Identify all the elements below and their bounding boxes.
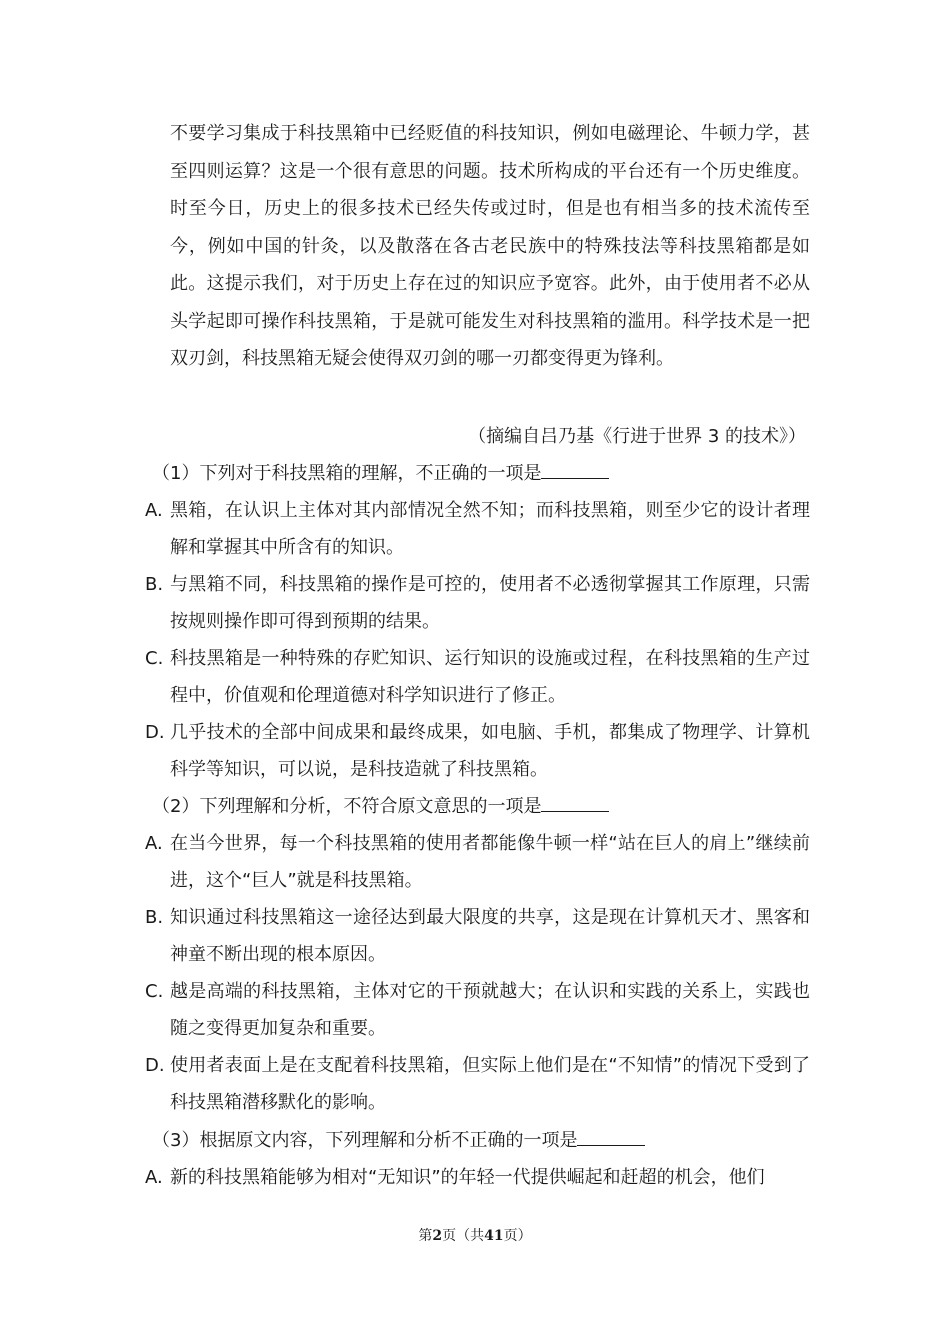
option-letter: B. xyxy=(145,907,164,928)
question-stem: （2）下列理解和分析，不符合原文意思的一项是 xyxy=(145,788,810,825)
option-text: 越是高端的科技黑箱，主体对它的干预就越大；在认识和实践的关系上，实践也随之变得更加复杂和重要。 xyxy=(170,981,810,1039)
page-footer: 第2页（共41页） xyxy=(418,1228,532,1244)
option-a xyxy=(145,492,810,566)
option-c xyxy=(145,973,810,1047)
option-text: 科技黑箱是一种特殊的存贮知识、运行知识的设施或过程，在科技黑箱的生产过程中，价值观和伦理道德对科学知识进行了修正。 xyxy=(170,648,810,706)
passage-text: 不要学习集成于科技黑箱中已经贬值的科技知识，例如电磁理论、牛顿力学，甚至四则运算？这是一个很有意思的问题。技术所构成的平台还有一个历史维度。时至今日，历史上的很多技术已经失传或过时，但是也有相当多的技术流传至今，例如中国的针灸，以及散落在各古老民族中的特殊技法等科技黑箱都是如此。这提示我们，对于历史上存在过的知识应予宽容。此外，由于使用者不必从头学起即可操作科技黑箱，于是就可能发生对科技黑箱的滥用。科学技术是一把双刃剑，科技黑箱无疑会使得双刃剑的哪一刃都变得更为锋利。 xyxy=(170,123,810,369)
page-total: 41 xyxy=(484,1228,504,1244)
option-b xyxy=(145,566,810,640)
option-a xyxy=(145,825,810,899)
option-text: 黑箱，在认识上主体对其内部情况全然不知；而科技黑箱，则至少它的设计者理解和掌握其中所含有的知识。 xyxy=(170,500,810,558)
option-d xyxy=(145,1047,810,1121)
answer-blank xyxy=(541,810,609,812)
option-letter: C. xyxy=(145,981,164,1002)
option-letter: A. xyxy=(145,500,163,521)
option-b xyxy=(145,899,810,973)
option-letter: B. xyxy=(145,574,164,595)
question-1 xyxy=(145,455,810,788)
option-letter: A. xyxy=(145,1167,163,1188)
option-letter: A. xyxy=(145,833,163,854)
question-2 xyxy=(145,788,810,1121)
option-letter: D. xyxy=(145,1055,165,1076)
option-text: 与黑箱不同，科技黑箱的操作是可控的，使用者不必透彻掌握其工作原理，只需按规则操作即可得到预期的结果。 xyxy=(170,574,810,632)
option-d xyxy=(145,714,810,788)
answer-blank xyxy=(577,1144,645,1146)
question-stem: （1）下列对于科技黑箱的理解，不正确的一项是 xyxy=(145,455,810,492)
question-stem: （3）根据原文内容，下列理解和分析不正确的一项是 xyxy=(145,1122,810,1159)
answer-blank xyxy=(541,477,609,479)
option-text: 使用者表面上是在支配着科技黑箱，但实际上他们是在“不知情”的情况下受到了科技黑箱潜移默化的影响。 xyxy=(170,1055,810,1113)
option-c xyxy=(145,640,810,714)
option-text: 知识通过科技黑箱这一途径达到最大限度的共享，这是现在计算机天才、黑客和神童不断出现的根本原因。 xyxy=(170,907,810,965)
option-text: 几乎技术的全部中间成果和最终成果，如电脑、手机，都集成了物理学、计算机科学等知识，可以说，是科技造就了科技黑箱。 xyxy=(170,722,810,780)
option-text: 在当今世界，每一个科技黑箱的使用者都能像牛顿一样“站在巨人的肩上”继续前进，这个“巨人”就是科技黑箱。 xyxy=(170,833,810,891)
page-number: 2 xyxy=(432,1228,443,1244)
passage-source: （摘编自吕乃基《行进于世界 3 的技术》） xyxy=(468,426,806,447)
option-letter: C. xyxy=(145,648,164,669)
option-a xyxy=(145,1159,810,1196)
question-3 xyxy=(145,1122,810,1196)
option-letter: D. xyxy=(145,722,165,743)
option-text: 新的科技黑箱能够为相对“无知识”的年轻一代提供崛起和赶超的机会，他们 xyxy=(170,1167,765,1188)
